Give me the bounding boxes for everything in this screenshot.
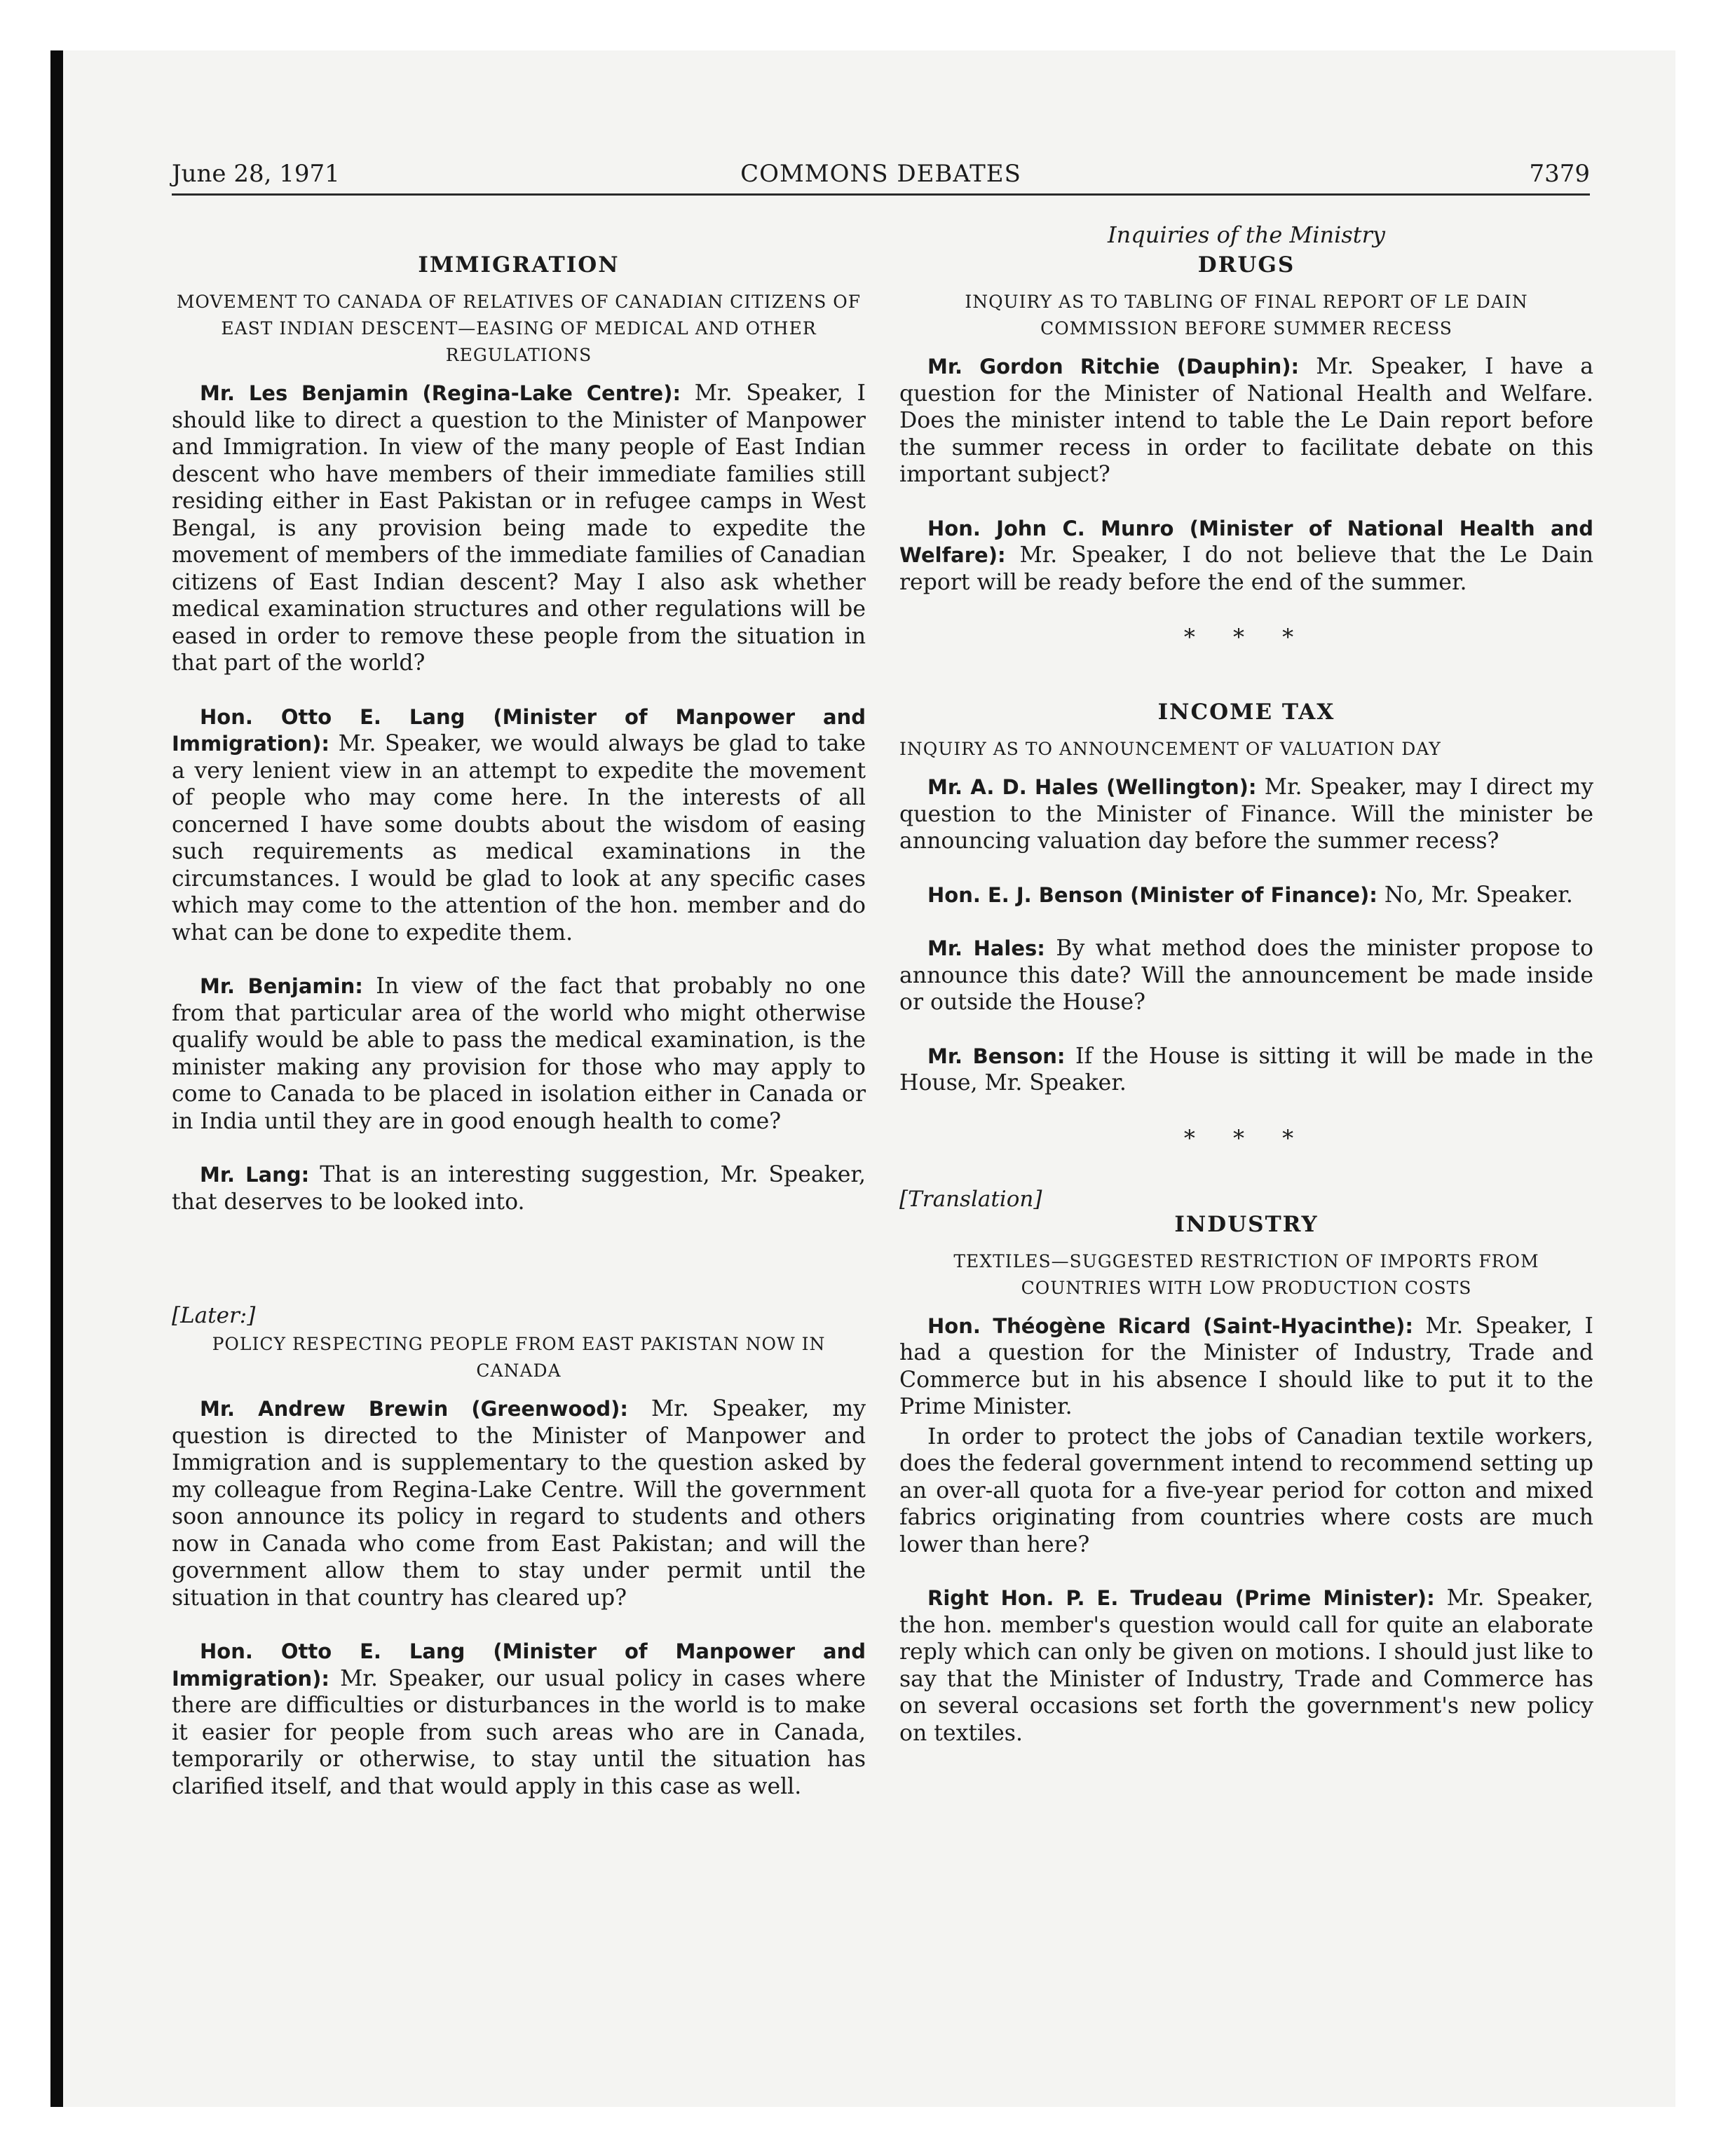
section-heading-immigration: IMMIGRATION — [418, 252, 620, 278]
speaker-name: Mr. A. D. Hales (Wellington): — [927, 775, 1257, 799]
speaker-name: Hon. E. J. Benson (Minister of Finance): — [927, 882, 1377, 907]
speech-benson-2 — [899, 1043, 1593, 1097]
speech-lang-2 — [172, 1161, 866, 1215]
speech-hales-1 — [899, 774, 1593, 855]
section-separator: * * * — [1183, 624, 1309, 650]
page-header — [172, 160, 1590, 196]
speaker-name: Hon. Otto E. Lang (Minister of Manpower and Immigration): — [172, 704, 866, 756]
header-title: COMMONS DEBATES — [740, 160, 1021, 188]
right-column — [899, 210, 1593, 1747]
speech-brewin — [172, 1396, 866, 1611]
speaker-name: Mr. Benjamin: — [200, 974, 363, 998]
speech-benson-1 — [899, 882, 1593, 909]
section-heading-industry: INDUSTRY — [1174, 1211, 1319, 1237]
section-heading-drugs: DRUGS — [1197, 252, 1295, 278]
speech-text: Mr. Speaker, I should like to direct a question to the Minister of Manpower and Immigration. In view of the many people of East Indian descent who have members of their immediate families still residing either in East Pakistan or in refugee camps in West Bengal, is any provision being made to expedite the movement of members of the immediate families of Canadian citizens of East Indian descent? May I also ask whether medical examination structures and other regulations will be eased in order to remove these people from the situation in that part of the world? — [172, 381, 866, 676]
speech-text: In view of the fact that probably no one from that particular area of the world who might otherwise qualify would be able to pass the medical examination, is the minister making any provision for those who may apply to come to Canada to be placed in isolation either in Canada or in India until they are in good enough health to come? — [172, 974, 866, 1134]
speech-ricard-continued: In order to protect the jobs of Canadian textile workers, does the federal government intend to recommend setting up an over-all quota for a five-year period for cotton and mixed fabrics originating from countries where costs are much lower than here? — [899, 1424, 1593, 1557]
speech-text: Mr. Speaker, may I direct my question to the Minister of Finance. Will the minister be announcing valuation day before the summer recess? — [899, 775, 1593, 854]
subheading-le-dain-report: INQUIRY AS TO TABLING OF FINAL REPORT OF LE DAIN COMMISSION BEFORE SUMMER RECESS — [965, 292, 1528, 339]
speech-text: Mr. Speaker, I had a question for the Minister of Industry, Trade and Commerce but in his absence I should like to put it to the Prime Minister. — [899, 1313, 1593, 1419]
inquiries-heading: Inquiries of the Ministry — [1108, 221, 1385, 248]
speaker-name: Mr. Les Benjamin (Regina-Lake Centre): — [200, 381, 681, 405]
speech-hales-2 — [899, 935, 1593, 1016]
speech-lang-3 — [172, 1638, 866, 1800]
speech-text: Mr. Speaker, my question is directed to the Minister of Manpower and Immigration and is supplementary to the question asked by my colleague from Regina-Lake Centre. Will the government soon announce its policy in regard to students and others now in Canada who come from East Pakistan; and will the government allow them to stay under permit until the situation in that country has cleared up? — [172, 1396, 866, 1611]
speaker-name: Hon. Théogène Ricard (Saint-Hyacinthe): — [927, 1314, 1413, 1338]
speech-ricard — [899, 1313, 1593, 1421]
section-heading-income-tax: INCOME TAX — [1157, 700, 1335, 725]
speech-ritchie — [899, 353, 1593, 489]
header-date: June 28, 1971 — [172, 160, 340, 188]
speaker-name: Mr. Hales: — [927, 936, 1045, 960]
speech-text: That is an interesting suggestion, Mr. Speaker, that deserves to be looked into. — [172, 1162, 866, 1215]
speaker-name: Mr. Lang: — [200, 1163, 310, 1187]
speaker-name: Hon. Otto E. Lang (Minister of Manpower and Immigration): — [172, 1639, 866, 1691]
speech-benjamin-1 — [172, 380, 866, 677]
speech-text: Mr. Speaker, we would always be glad to take a very lenient view in an attempt to expedite the movement of people who may come here. In the interests of all concerned I have some doubts about the wisdom of easing such requirements as medical examinations in the circumstances. I would be glad to look at any specific cases which may come to the attention of the hon. member and do what can be done to expedite them. — [172, 731, 866, 946]
speech-text: If the House is sitting it will be made in the House, Mr. Speaker. — [899, 1043, 1593, 1096]
page-number: 7379 — [1529, 160, 1590, 188]
later-marker: [Later:] — [172, 1303, 256, 1328]
speaker-name: Right Hon. P. E. Trudeau (Prime Minister): — [927, 1586, 1435, 1610]
speech-text: By what method does the minister propose to announce this date? Will the announcement be made inside or outside the House? — [899, 936, 1593, 1015]
speech-lang-1 — [172, 704, 866, 947]
speaker-name: Mr. Andrew Brewin (Greenwood): — [200, 1397, 628, 1421]
speech-text: Mr. Speaker, the hon. member's question would call for quite an elaborate reply which can only be given on motions. I should just like to say that the Minister of Industry, Trade and Commerce has on several occasions set forth the government's new policy on textiles. — [899, 1585, 1593, 1746]
speech-text: Mr. Speaker, I have a question for the Minister of National Health and Welfare. Does the minister intend to table the Le Dain report before the summer recess in order to facilitate debate on this important subject? — [899, 354, 1593, 487]
speaker-name: Mr. Benson: — [927, 1044, 1066, 1068]
subheading-east-pakistan-policy: POLICY RESPECTING PEOPLE FROM EAST PAKISTAN NOW IN CANADA — [212, 1334, 826, 1381]
speaker-name: Mr. Gordon Ritchie (Dauphin): — [927, 355, 1300, 378]
speech-benjamin-2 — [172, 973, 866, 1135]
subheading-textiles: TEXTILES—SUGGESTED RESTRICTION OF IMPORTS FROM COUNTRIES WITH LOW PRODUCTION COSTS — [953, 1250, 1539, 1298]
subheading-movement-to-canada: MOVEMENT TO CANADA OF RELATIVES OF CANADIAN CITIZENS OF EAST INDIAN DESCENT—EASING OF MEDICAL AND OTHER REGULATIONS — [176, 292, 862, 365]
speaker-name: Hon. John C. Munro (Minister of National Health and Welfare): — [899, 516, 1593, 567]
left-column — [172, 210, 866, 1800]
speech-text: Mr. Speaker, our usual policy in cases where there are difficulties or disturbances in the world is to make it easier for people from such areas who are in Canada, temporarily or otherwise, to stay until the situation has clarified itself, and that would apply in this case as well. — [172, 1665, 866, 1799]
speech-text: No, Mr. Speaker. — [1377, 882, 1573, 908]
speech-trudeau — [899, 1585, 1593, 1747]
subheading-valuation-day: INQUIRY AS TO ANNOUNCEMENT OF VALUATION DAY — [899, 739, 1441, 759]
speech-munro — [899, 515, 1593, 596]
section-separator: * * * — [1183, 1124, 1309, 1152]
translation-marker: [Translation] — [899, 1186, 1042, 1212]
speech-text: Mr. Speaker, I do not believe that the Le Dain report will be ready before the end of the summer. — [899, 543, 1593, 595]
